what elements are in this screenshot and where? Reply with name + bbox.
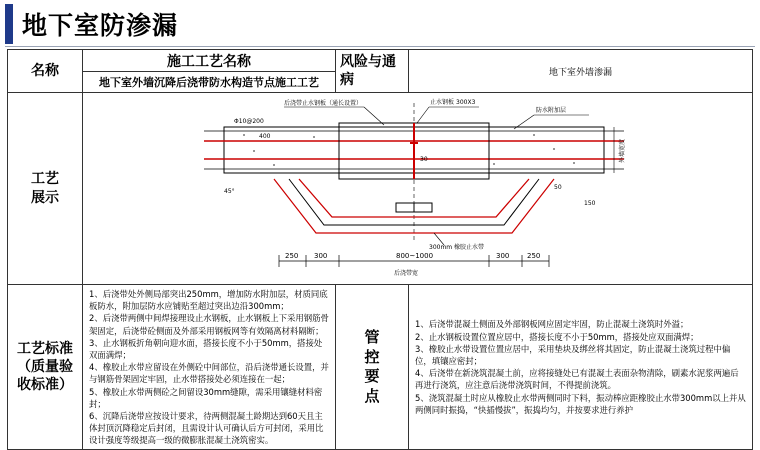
standard-label: 工艺标准（质量验收标准） xyxy=(17,340,73,394)
process-name-label: 施工工艺名称 xyxy=(167,53,251,70)
label-45: 45° xyxy=(223,188,235,195)
dim-1: 250 xyxy=(284,252,298,260)
label-30: 30 xyxy=(419,156,428,163)
label-150: 150 xyxy=(583,200,595,207)
label-phi: Φ10@200 xyxy=(233,118,264,125)
process-name-value-cell xyxy=(83,72,336,93)
process-name-value: 地下室外墙沉降后浇带防水构造节点施工工艺 xyxy=(99,76,319,89)
label-400: 400 xyxy=(258,133,270,140)
control-label-cell xyxy=(336,285,409,450)
label-50: 50 xyxy=(553,184,562,191)
label-300rubber: 300mm 橡胶止水带 xyxy=(428,244,484,251)
standard-item: 2、后浇带两侧中间焊接理设止水钢板，止水钢板上下采用钢筋骨架固定，后浇带砼侧面及外部采用钢板网等有效隔离材料隔断； xyxy=(89,313,329,336)
dim-3: 800~1000 xyxy=(395,252,433,260)
title-rule xyxy=(5,46,755,47)
standard-item: 6、沉降后浇带应按设计要求，待两侧混凝土龄期达到60天且主体封顶沉降稳定后封闭，且需设计认可确认后方可封闭，采用比设计强度等级提高一级的微膨胀混凝土浇筑密实。 xyxy=(89,410,324,446)
risk-value: 地下室外墙渗漏 xyxy=(548,67,612,78)
label-300x3-dim: 300X3 xyxy=(455,99,475,106)
drawing-cell xyxy=(83,93,753,285)
label-bottom: 后浇带宽 xyxy=(393,270,418,277)
process-table xyxy=(7,49,753,450)
name-label-cell xyxy=(8,50,83,93)
standard-item: 4、橡胶止水带应留设在外侧砼中间部位，沿后浇带通长设置，并与钢筋骨架固定牢固，止水带搭接处必须连接在一起； xyxy=(89,362,329,385)
control-item: 4、后浇带在新浇筑混凝土前，应将接缝处已有混凝土表面杂物清除，刷素水泥浆两遍后再进行浇筑，应注意后浇带浇筑时间，不得提前浇筑。 xyxy=(415,368,739,391)
dim-2: 300 xyxy=(313,252,327,260)
control-item: 5、浇筑混凝土时应从橡胶止水带两侧同时下料，振动棒应距橡胶止水带300mm以上并从两侧同时振捣，“快插慢拔”，振捣均匀，并按要求进行养护 xyxy=(415,392,746,415)
process-name-label-cell xyxy=(83,50,336,72)
control-item: 1、后浇带混凝土侧面及外部钢板网应固定牢固，防止混凝土浇筑时外溢； xyxy=(415,319,689,330)
standard-item: 1、后浇带处外侧局部突出250mm，增加防水附加层，材质同底板防水，附加层防水应铺贴至超过突出边沿300mm； xyxy=(89,289,328,312)
standard-item: 3、止水钢板折角朝向迎水面，搭接长度不小于50mm，搭接处双面满焊； xyxy=(89,337,323,360)
construction-drawing xyxy=(84,93,752,280)
page-title: 地下室防渗漏 xyxy=(22,11,179,40)
control-item: 2、止水钢板设置位置应居中，搭接长度不小于50mm，搭接处应双面满焊； xyxy=(415,331,699,342)
risk-label-cell xyxy=(336,50,409,93)
control-text-cell xyxy=(409,285,753,450)
standard-label-cell xyxy=(8,285,83,450)
risk-value-cell xyxy=(409,50,753,93)
dim-5: 250 xyxy=(526,252,540,260)
label-wall: 外墙宽度 xyxy=(618,138,626,163)
standard-text-cell xyxy=(83,285,336,450)
control-item: 3、橡胶止水带设置位置应居中，采用垫块及绑丝将其固定，防止混凝土浇筑过程中偏位，填镶应密封； xyxy=(415,343,731,367)
standard-item: 5、橡胶止水带两侧砼之间留设30mm缝隙，需采用镶缝材料密封； xyxy=(89,386,323,409)
dim-4: 300 xyxy=(495,252,509,260)
risk-label: 风险与通病 xyxy=(340,53,396,88)
label-waterproof: 防水附加层 xyxy=(535,107,566,114)
title-bar xyxy=(0,0,760,48)
label-300x3: 止水钢板 xyxy=(429,99,454,106)
display-label: 工艺展示 xyxy=(31,170,59,206)
name-label: 名称 xyxy=(31,62,59,79)
control-label: 管控要点 xyxy=(364,328,380,405)
title-accent xyxy=(5,4,13,44)
label-stopper-plate: 后浇带止水钢板（通长设置） xyxy=(283,100,362,107)
display-label-cell xyxy=(8,93,83,285)
